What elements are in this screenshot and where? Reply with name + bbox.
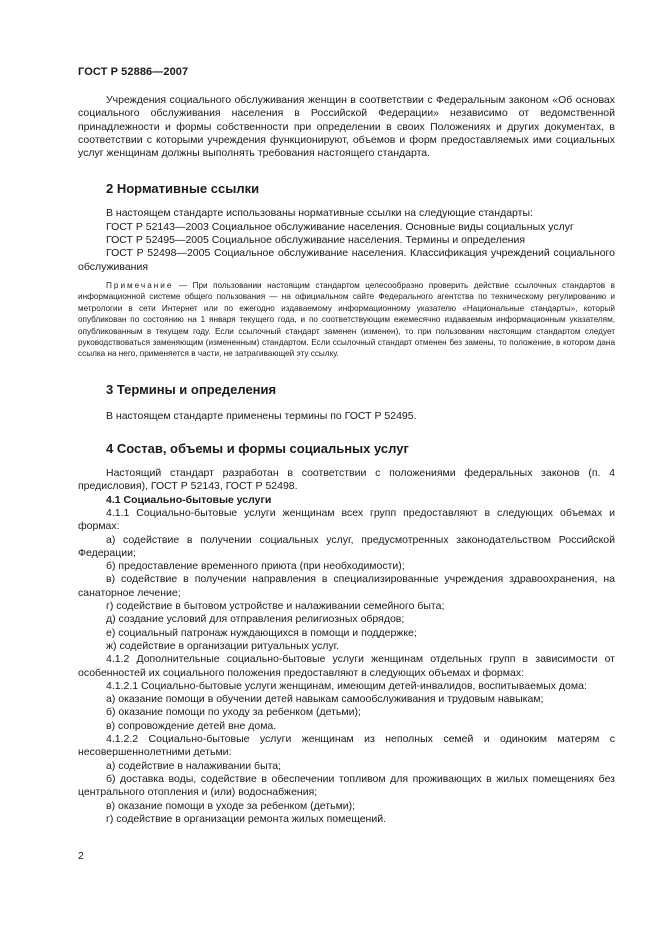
clause-4-1-2: 4.1.2 Дополнительные социально-бытовые услуги женщинам отдельных групп в зависимости от особенностей их социального положения предоставляют в следующих объемах и формах: bbox=[78, 653, 615, 679]
document-page bbox=[78, 0, 615, 936]
s2-reference-1: ГОСТ Р 52143—2003 Социальное обслуживание населения. Основные виды социальных услуг bbox=[106, 220, 574, 233]
note-text: — При пользовании настоящим стандартом целесообразно проверить действие ссылочных стандартов в информационной системе общего пользования — на официальном сайте Федерального агентства по техническому регулированию и метрологии в сети Интернет или по ежегодно издаваемому информационному указателю «Национальные стандарты», который опубликован по состоянию на 1 января текущего года, и по соответствующим ежемесячно издаваемым информационным указателям, опубликованным в текущем году. Если ссылочный стандарт заменен (изменен), то при пользовании настоящим стандартом следует руководствоваться заменяющим (измененным) стандартом. Если ссылочный стандарт отменен без замены, то положение, в котором дана ссылка на него, применяется в части, не затрагивающей эту ссылку. bbox=[78, 280, 615, 359]
clause-4-1-2-2: 4.1.2.2 Социально-бытовые услуги женщинам из неполных семей и одиноким матерям с несовершеннолетними детьми: bbox=[78, 733, 615, 759]
document-header: ГОСТ Р 52886—2007 bbox=[78, 66, 189, 78]
section-3-title: 3 Термины и определения bbox=[106, 381, 277, 397]
list-item: б) доставка воды, содействие в обеспечении топливом для проживающих в жилых помещениях без центрального отопления и (или) водоснабжения; bbox=[78, 772, 615, 799]
section-4-title: 4 Состав, объемы и формы социальных услуг bbox=[106, 441, 409, 457]
list-item: б) оказание помощи по уходу за ребенком (детьми); bbox=[106, 706, 361, 719]
s3-paragraph-1: В настоящем стандарте применены термины по ГОСТ Р 52495. bbox=[106, 409, 417, 422]
list-item: в) содействие в получении направления в специализированные учреждения здравоохранения, на санаторное лечение; bbox=[78, 573, 615, 599]
list-item: а) оказание помощи в обучении детей навыкам самообслуживания и трудовым навыкам; bbox=[106, 693, 544, 706]
note-label: Примечание bbox=[106, 280, 174, 290]
intro-paragraph: Учреждения социального обслуживания женщин в соответствии с Федеральным законом «Об основах социального обслуживания населения в Российской Федерации» независимо от ведомственной принадлежности и формы собственности при определении в своих Положениях и других документах, в соответствии с которыми учреждения функционируют, объемов и форм предоставляемых ими социальных услуг женщинам должны выполнять требования настоящего стандарта. bbox=[78, 94, 615, 160]
list-item: в) оказание помощи в уходе за ребенком (детьми); bbox=[106, 799, 356, 812]
section-2-title: 2 Нормативные ссылки bbox=[106, 181, 260, 197]
list-item: д) создание условий для отправления религиозных обрядов; bbox=[106, 613, 405, 626]
list-item: г) содействие в бытовом устройстве и налаживании семейного быта; bbox=[106, 600, 445, 613]
document-body bbox=[78, 94, 615, 826]
list-item: г) содействие в организации ремонта жилых помещений. bbox=[106, 812, 387, 825]
list-item: а) содействие в получении социальных услуг, предусмотренных законодательством Российской Федерации; bbox=[78, 533, 615, 559]
s2-reference-2: ГОСТ Р 52495—2005 Социальное обслуживание населения. Термины и определения bbox=[106, 234, 526, 247]
s2-reference-3: ГОСТ Р 52498—2005 Социальное обслуживание населения. Классификация учреждений социального обслуживания bbox=[78, 247, 615, 273]
list-item: ж) содействие в организации ритуальных услуг. bbox=[106, 639, 340, 652]
list-item: а) содействие в налаживании быта; bbox=[106, 759, 282, 772]
list-item: б) предоставление временного приюта (при необходимости); bbox=[106, 560, 405, 573]
list-item: в) сопровождение детей вне дома. bbox=[106, 719, 277, 732]
s2-paragraph-1: В настоящем стандарте использованы нормативные ссылки на следующие стандарты: bbox=[106, 207, 533, 220]
clause-4-1-1: 4.1.1 Социально-бытовые услуги женщинам всех групп предоставляют в следующих объемах и формах: bbox=[78, 507, 615, 533]
subsection-4-1-title: 4.1 Социально-бытовые услуги bbox=[106, 493, 272, 506]
list-item: е) социальный патронаж нуждающихся в помощи и поддержке; bbox=[106, 626, 417, 639]
clause-4-1-2-1: 4.1.2.1 Социально-бытовые услуги женщинам, имеющим детей-инвалидов, воспитываемых дома: bbox=[106, 679, 587, 692]
page-number: 2 bbox=[78, 850, 84, 862]
s4-paragraph-1: Настоящий стандарт разработан в соответствии с положениями федеральных законов (п. 4 предисловия), ГОСТ Р 52143, ГОСТ Р 52498. bbox=[78, 467, 615, 493]
s2-note bbox=[78, 280, 615, 360]
